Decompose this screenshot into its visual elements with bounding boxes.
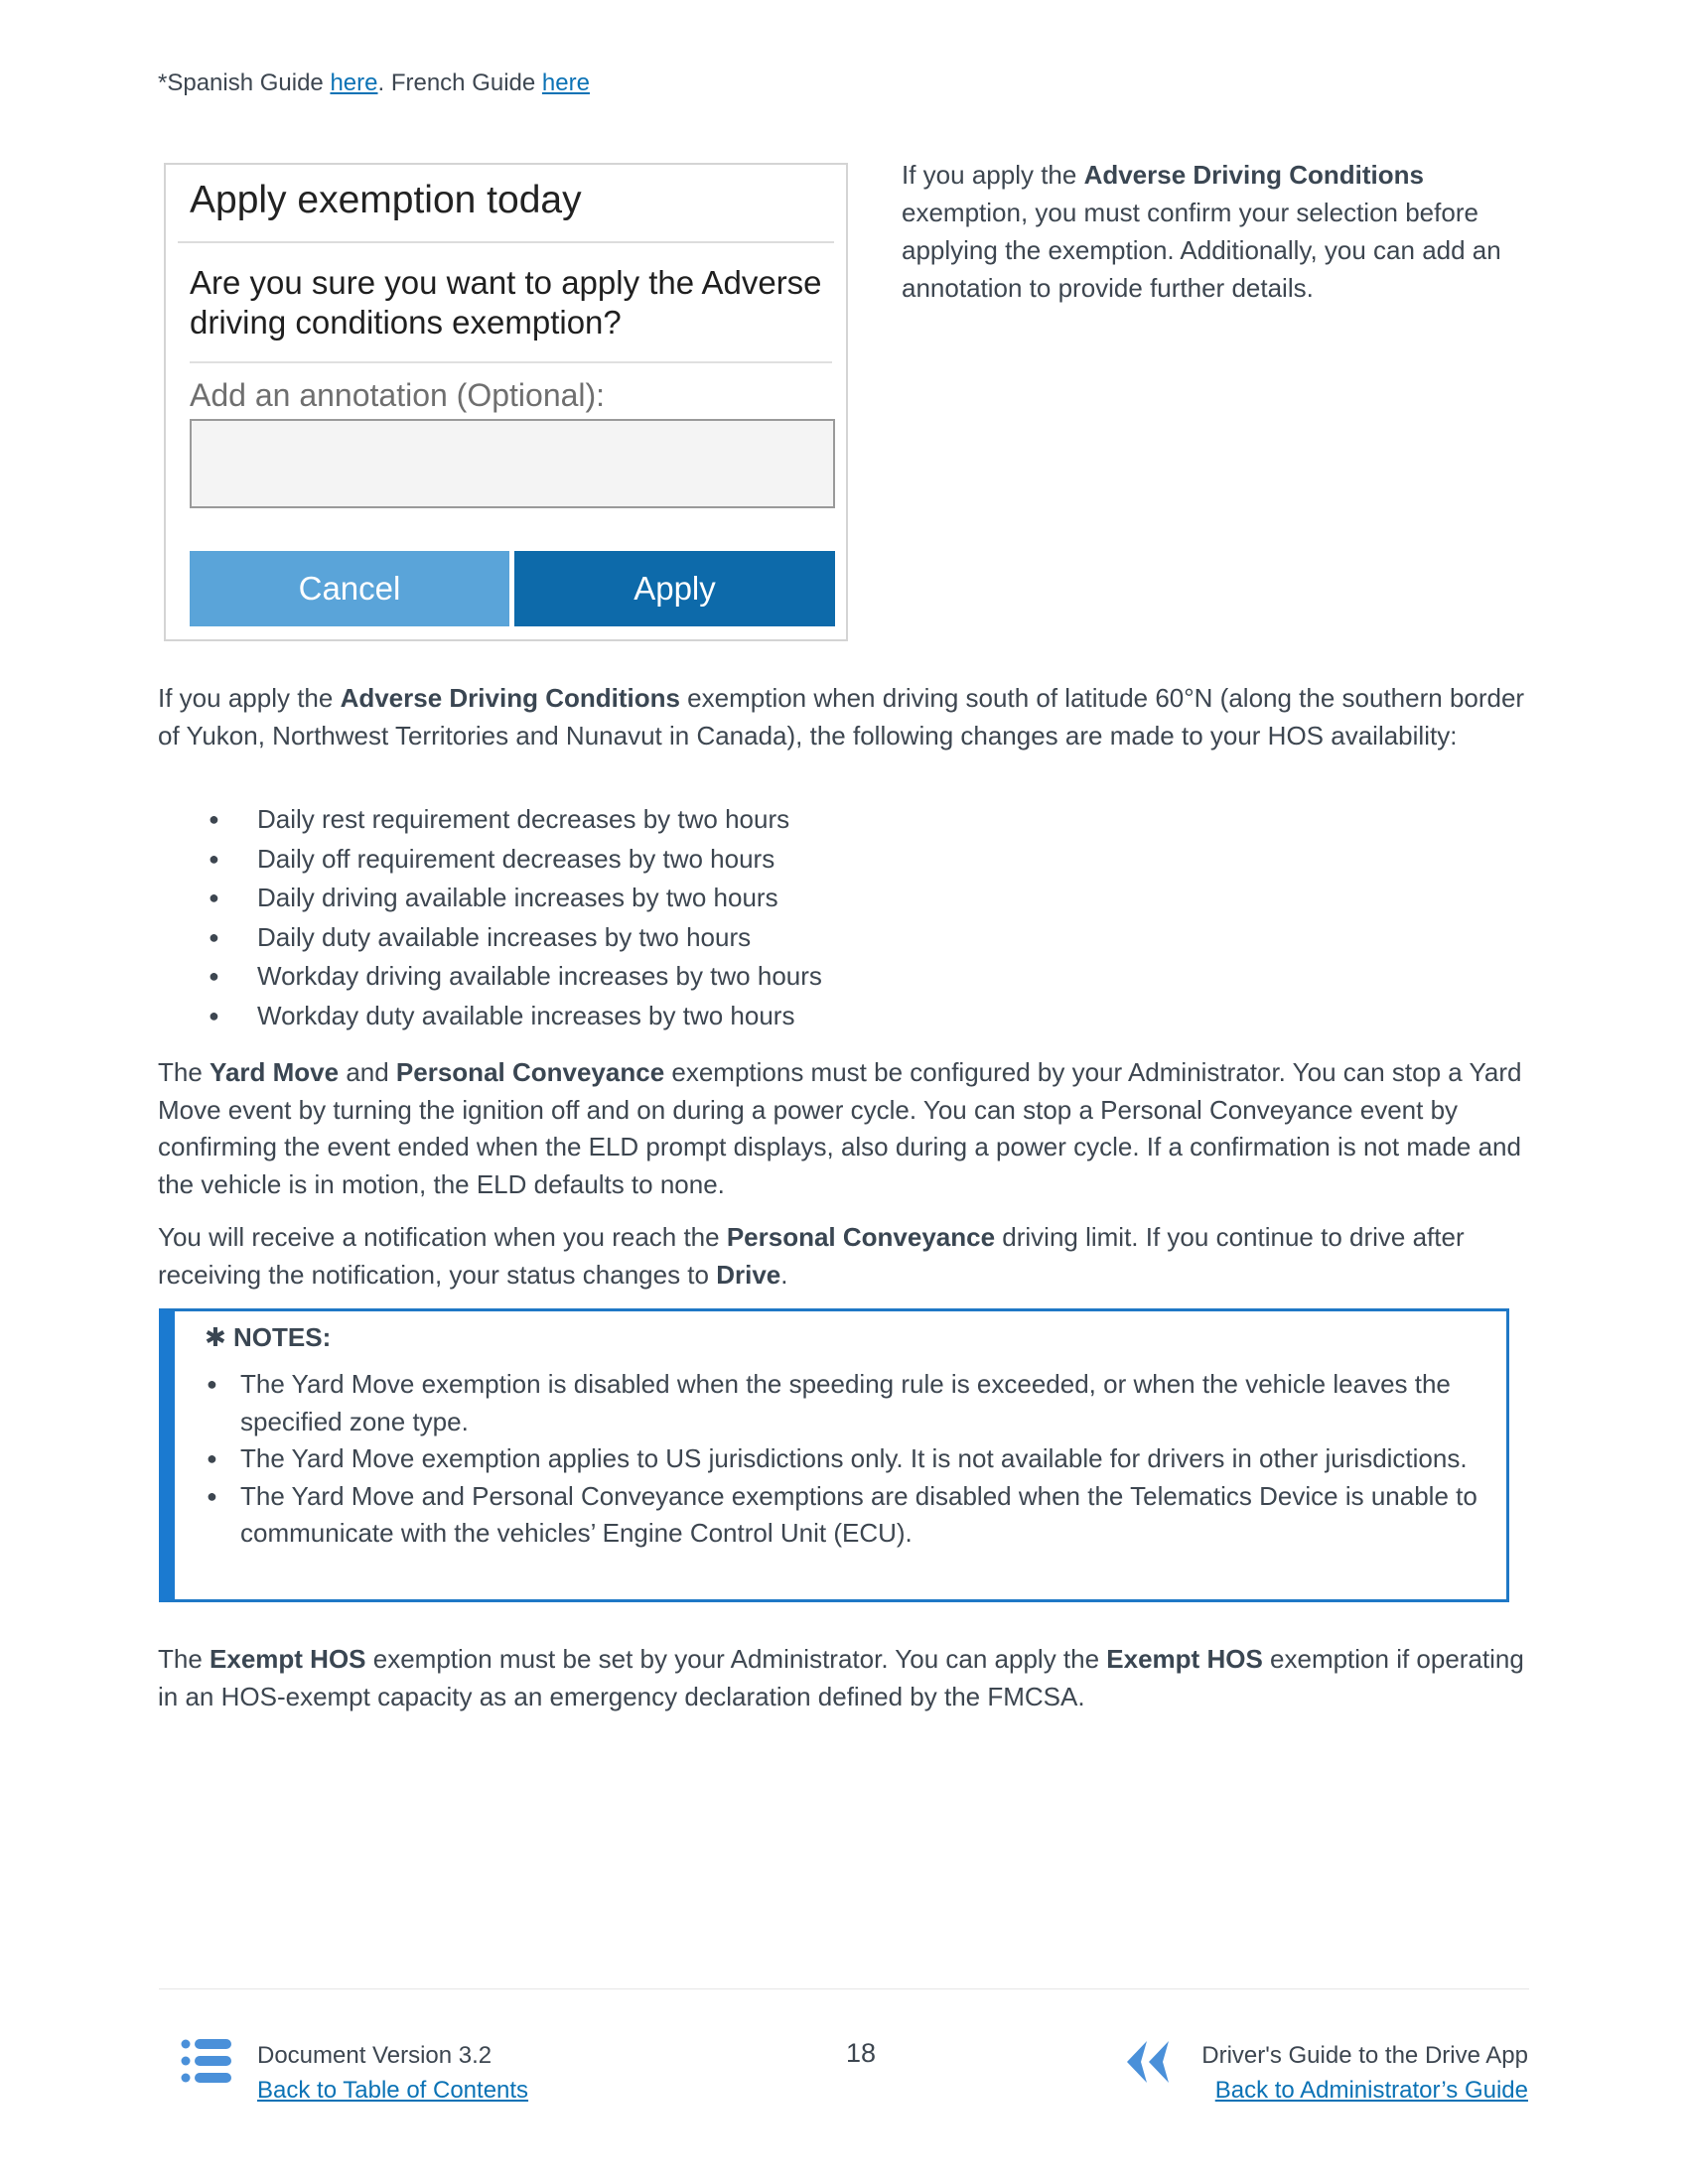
bold-term: Personal Conveyance [726,1222,996,1252]
bold-term: Exempt HOS [1106,1644,1263,1674]
list-item: ● Daily driving available increases by two hours [158,879,822,918]
resize-handle-icon[interactable] [827,500,835,508]
annotation-textarea[interactable] [190,419,835,508]
text-run: You will receive a notification when you reach the [158,1222,727,1252]
annotation-label: Add an annotation (Optional): [190,377,606,413]
list-item: ● The Yard Move exemption is disabled when the speeding rule is exceeded, or when the vehicle leaves the specified zone type. [205,1366,1485,1440]
text-run: If you apply the [902,160,1084,190]
text-run: driving limit. If you continue to drive after receiving the notification, your status changes to [158,1222,1465,1290]
text-run: The [158,1644,211,1674]
text-run: exemption when driving south of latitude 60°N (along the southern border of Yukon, Northwest Territories and Nunavut in Canada), the following changes are made to your HOS availability: [158,683,1525,751]
bold-term: Personal Conveyance [395,1057,665,1087]
administrator-guide-link[interactable]: Back to Administrator’s Guide [1214,2077,1528,2104]
apply-button[interactable]: Apply [514,551,835,626]
text-run: If you apply the [158,683,341,713]
list-item: ● Daily off requirement decreases by two hours [158,840,822,880]
list-item: ● The Yard Move and Personal Conveyance exemptions are disabled when the Telematics Device is unable to communicate with the vehicles’ Engine Control Unit (ECU). [205,1478,1485,1553]
text-run: exemption, you must confirm your selection before applying the exemption. Additionally, you can add an annotation to provide further details. [902,198,1501,303]
text-run: exemption must be set by your Administrator. You can apply the [365,1644,1107,1674]
bold-term: Adverse Driving Conditions [1083,160,1424,190]
bold-term: Drive [716,1259,781,1290]
notes-list [205,1366,1485,1553]
list-item: ● Daily rest requirement decreases by two hours [158,800,822,840]
dialog-description [902,156,1537,307]
text-run: . [780,1259,788,1290]
bold-term: Yard Move [210,1057,340,1087]
rewind-icon[interactable] [1123,2039,1171,2085]
list-item: ● The Yard Move exemption applies to US jurisdictions only. It is not available for drivers in other jurisdictions. [205,1440,1485,1478]
adverse-conditions-paragraph [158,680,1528,754]
page-number: 18 [846,2038,877,2068]
notes-heading: ✱ NOTES: [205,1322,332,1352]
list-item: ● Daily duty available increases by two hours [158,918,822,958]
table-of-contents-link[interactable]: Back to Table of Contents [257,2077,529,2104]
footer-left [257,2038,528,2108]
guide-title: Driver's Guide to the Drive App [1201,2042,1528,2069]
dialog-divider [190,361,832,363]
exempt-hos-paragraph [158,1641,1528,1715]
bold-term: Exempt HOS [210,1644,366,1674]
yard-move-paragraph [158,1054,1528,1203]
bold-term: Adverse Driving Conditions [340,683,680,713]
list-item: ● Workday duty available increases by two hours [158,997,822,1036]
spanish-guide-link[interactable]: here [330,69,378,96]
language-note-middle: . French Guide [377,69,542,96]
language-note-prefix: *Spanish Guide [158,69,331,96]
language-guides-note [158,69,590,97]
footer-right [1201,2038,1528,2108]
footer-divider [159,1988,1529,1989]
notes-callout [159,1308,1509,1602]
text-run: exemptions must be configured by your Administrator. You can stop a Yard Move event by turning the ignition off and on during a power cycle. You can stop a Personal Conveyance event by confirming the event ended when the ELD prompt displays, also during a power cycle. If a confirmation is not made and the vehicle is in motion, the ELD defaults to none. [158,1057,1522,1199]
text-run: exemption if operating in an HOS-exempt capacity as an emergency declaration defined by the FMCSA. [158,1644,1524,1711]
text-run: The [158,1057,211,1087]
apply-exemption-dialog [164,163,848,641]
document-version: Document Version 3.2 [257,2042,492,2069]
dialog-divider [178,241,834,243]
dialog-question: Are you sure you want to apply the Adverse driving conditions exemption? [190,264,822,341]
list-icon[interactable] [181,2038,232,2084]
dialog-title: Apply exemption today [190,179,582,221]
cancel-button[interactable]: Cancel [190,551,509,626]
list-item: ● Workday driving available increases by two hours [158,957,822,997]
personal-conveyance-paragraph [158,1219,1528,1294]
french-guide-link[interactable]: here [541,69,590,96]
hos-changes-list [158,800,822,1035]
text-run: and [339,1057,396,1087]
